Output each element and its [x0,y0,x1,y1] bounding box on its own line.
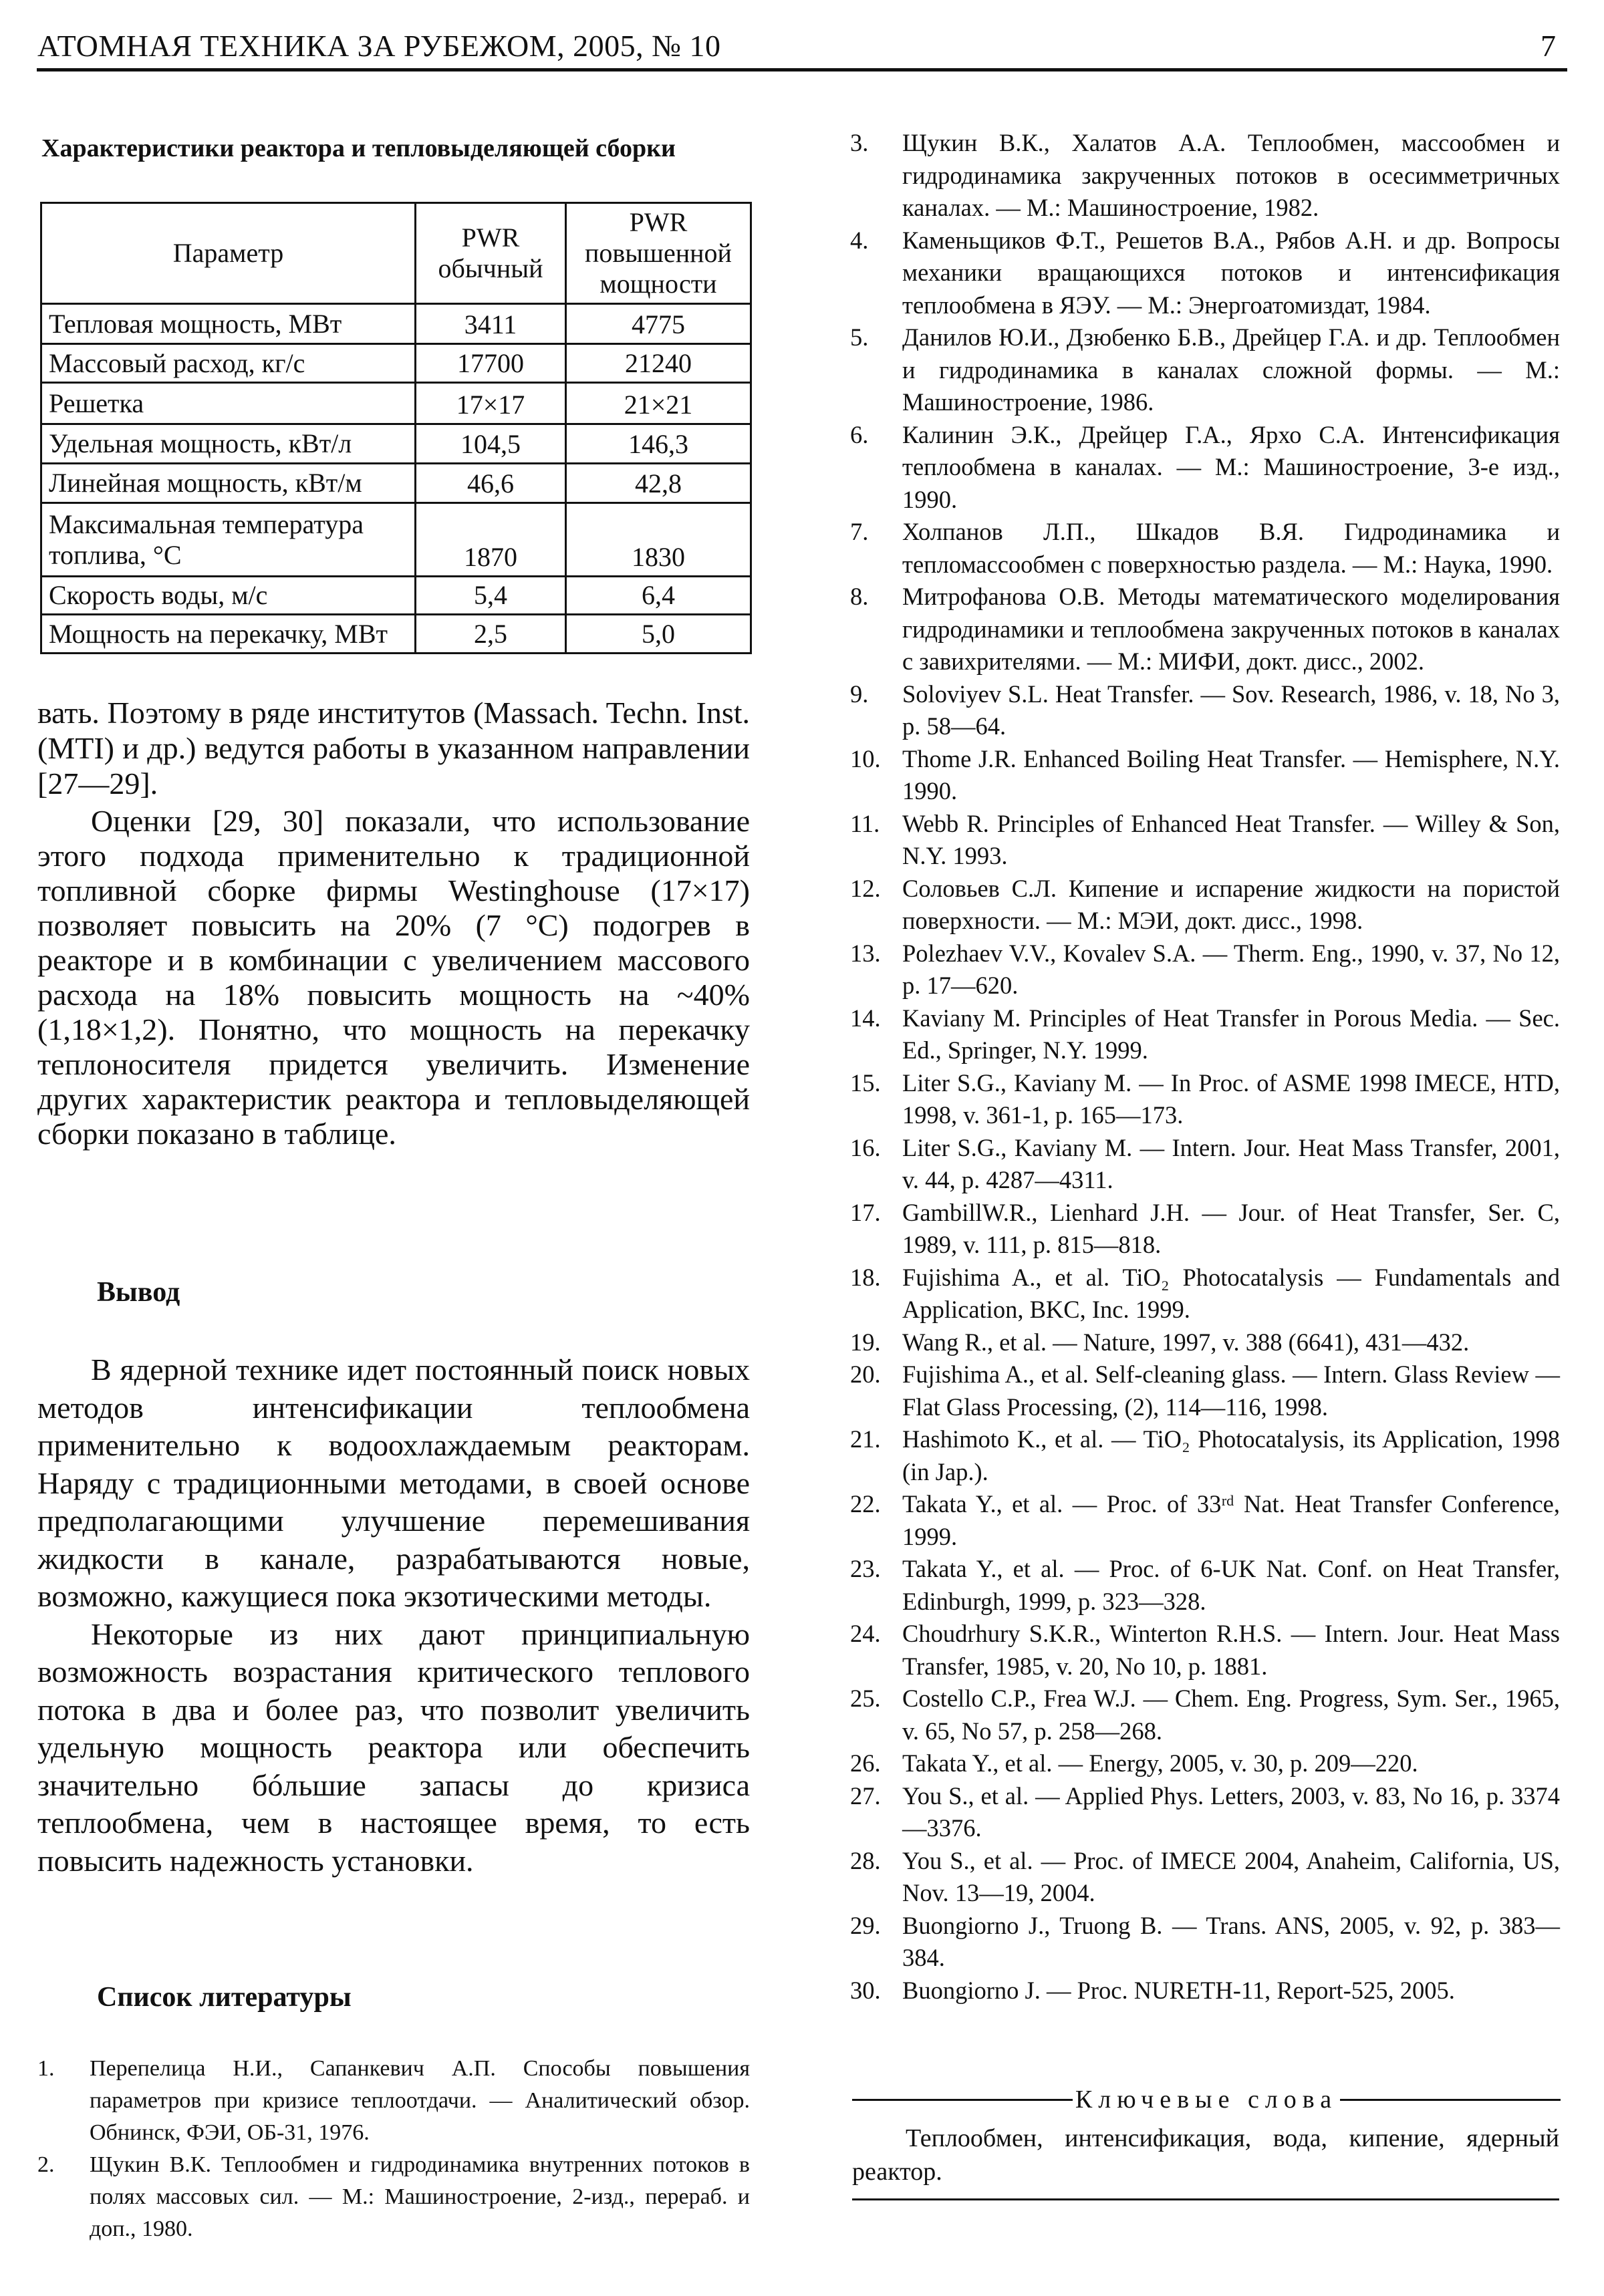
reference-text: Wang R., et al. — Nature, 1997, v. 388 (6641), 431—432. [902,1328,1470,1356]
page-number: 7 [1541,29,1556,63]
table-row [41,383,751,424]
table-row [41,615,751,654]
reference-text: Соловьев С.Л. Кипение и испарение жидкости на пористой поверхности. — М.: МЭИ, докт. дисс., 1998. [902,874,1560,934]
reference-number: 2. [37,2152,55,2177]
reference-number: 30. [850,1976,881,2004]
journal-header: АТОМНАЯ ТЕХНИКА ЗА РУБЕЖОМ, 2005, № 10 [37,29,721,63]
reference-text: You S., et al. — Applied Phys. Letters, 2003, v. 83, No 16, p. 3374—3376. [902,1781,1560,1842]
reference-item [850,808,1560,873]
table-row [41,503,751,577]
reference-text: Buongiorno J. — Proc. NURETH-11, Report-525, 2005. [902,1976,1455,2004]
reference-number: 4. [850,226,869,254]
value-cell: 3411 [416,304,566,344]
reference-item [850,1975,1560,2007]
reference-number: 6. [850,420,869,448]
reference-item [37,2149,750,2245]
reference-text: Takata Y., et al. — Energy, 2005, v. 30, p. 209—220. [902,1749,1418,1777]
table-row [41,424,751,464]
reference-number: 26. [850,1749,881,1777]
reference-text: You S., et al. — Proc. of IMECE 2004, Anaheim, California, US, Nov. 13—19, 2004. [902,1846,1560,1906]
reference-item [850,743,1560,808]
value-cell: 1830 [566,503,751,577]
value-cell: 146,3 [566,424,751,464]
value-cell: 104,5 [416,424,566,464]
reactor-characteristics-table [40,202,752,654]
column-header: PWR повышенной мощности [566,203,751,304]
reference-text: Liter S.G., Kaviany M. — Intern. Jour. Heat Mass Transfer, 2001, v. 44, p. 4287—4311. [902,1133,1560,1193]
table-row [41,577,751,615]
reference-text: Fujishima A., et al. Self-cleaning glass. — Intern. Glass Review — Flat Glass Processing, (2), 114—116, 1998. [902,1360,1560,1421]
value-cell: 21×21 [566,383,751,424]
reference-item [850,938,1560,1002]
value-cell: 2,5 [416,615,566,654]
parameter-cell: Тепловая мощность, МВт [41,304,416,344]
reference-number: 14. [850,1004,881,1032]
reference-item [850,127,1560,225]
parameter-cell: Скорость воды, м/с [41,577,416,615]
references-list-right [850,127,1560,2007]
value-cell: 46,6 [416,464,566,503]
reference-text: Hashimoto K., et al. — TiO₂ Photocatalysis, its Application, 1998 (in Jap.). [902,1425,1560,1485]
reference-number: 27. [850,1781,881,1810]
reference-number: 12. [850,874,881,902]
reference-text: Щукин В.К., Халатов А.А. Теплообмен, массообмен и гидродинамика закрученных потоков в осесимметричных каналах. — М.: Машиностроение, 1982. [902,129,1560,221]
reference-item [850,516,1560,581]
reference-number: 29. [850,1911,881,1939]
reference-item [850,1780,1560,1845]
reference-item [37,2053,750,2149]
reference-item [850,1553,1560,1618]
parameter-cell: Мощность на перекачку, МВт [41,615,416,654]
value-cell: 42,8 [566,464,751,503]
reference-number: 20. [850,1360,881,1388]
parameter-cell: Удельная мощность, кВт/л [41,424,416,464]
parameter-cell: Линейная мощность, кВт/м [41,464,416,503]
reference-text: Takata Y., et al. — Proc. of 33ʳᵈ Nat. Heat Transfer Conference, 1999. [902,1490,1560,1550]
reference-text: GambillW.R., Lienhard J.H. — Jour. of Heat Transfer, Ser. C, 1989, v. 111, p. 815—818. [902,1198,1560,1258]
reference-item [850,1262,1560,1326]
table-row [41,304,751,344]
section-heading-references: Список литературы [97,1982,352,2013]
header-rule [37,68,1567,71]
reference-item [850,1845,1560,1910]
reference-text: Buongiorno J., Truong B. — Trans. ANS, 2005, v. 92, p. 383—384. [902,1911,1560,1971]
reference-number: 3. [850,129,869,156]
reference-number: 22. [850,1490,881,1518]
reference-number: 9. [850,680,869,708]
reference-item [850,225,1560,322]
reference-item [850,1197,1560,1262]
reference-text: Thome J.R. Enhanced Boiling Heat Transfer. — Hemisphere, N.Y. 1990. [902,744,1560,805]
table-title: Характеристики реактора и тепловыделяющей сборки [41,134,676,162]
reference-text: Fujishima A., et al. TiO₂ Photocatalysis — Fundamentals and Application, BKC, Inc. 1999. [902,1263,1560,1323]
reference-item [850,1132,1560,1197]
reference-item [850,419,1560,517]
reference-number: 11. [850,809,880,837]
reference-number: 10. [850,744,881,772]
divider [1340,2099,1561,2101]
reference-text: Щукин В.К. Теплообмен и гидродинамика внутренних потоков в полях массовых сил. — М.: Машиностроение, 2-изд., перераб. и доп., 1980. [90,2152,750,2241]
reference-item [850,1910,1560,1975]
value-cell: 5,0 [566,615,751,654]
reference-item [850,1683,1560,1747]
reference-number: 19. [850,1328,881,1356]
reference-text: Каменьщиков Ф.Т., Решетов В.А., Рябов А.Н. и др. Вопросы механики вращающихся потоков и интенсификация теплообмена в ЯЭУ. — М.: Энергоатомиздат, 1984. [902,226,1560,319]
reference-number: 1. [37,2056,55,2081]
parameter-cell: Максимальная температура топлива, °С [41,503,416,577]
reference-text: Soloviyev S.L. Heat Transfer. — Sov. Research, 1986, v. 18, No 3, p. 58—64. [902,680,1560,740]
body-text-top [37,695,750,1151]
parameter-cell: Решетка [41,383,416,424]
paragraph: Оценки [29, 30] показали, что использование этого подхода применительно к традиционной топливной сборке фирмы Westinghouse (17×17) позволяет повысить на 20% (7 °С) подогрев в реакторе и в комбинации с увеличением массового расхода на 18% повысить мощность на ~40% (1,18×1,2). Понятно, что мощность на перекачку теплоносителя придется увеличить. Изменение других характеристик реактора и тепловыделяющей сборки показано в таблице. [37,804,750,1151]
column-header: Параметр [41,203,416,304]
reference-item [850,1618,1560,1683]
divider [852,2099,1073,2101]
paragraph: вать. Поэтому в ряде институтов (Massach. Techn. Inst. (MTI) и др.) ведутся работы в указанном направлении [27—29]. [37,696,750,801]
value-cell: 6,4 [566,577,751,615]
reference-text: Liter S.G., Kaviany M. — In Proc. of ASME 1998 IMECE, HTD, 1998, v. 361-1, p. 165—173. [902,1068,1560,1129]
reference-number: 15. [850,1068,881,1097]
reference-number: 28. [850,1846,881,1874]
reference-item [850,873,1560,938]
reference-number: 17. [850,1198,881,1226]
reference-text: Митрофанова О.В. Методы математического моделирования гидродинамики и теплообмена закрученных потоков в каналах с завихрителями. — М.: МИФИ, докт. дисс., 2002. [902,583,1560,675]
value-cell: 4775 [566,304,751,344]
table-row [41,464,751,503]
reference-text: Choudrhury S.K.R., Winterton R.H.S. — Intern. Jour. Heat Mass Transfer, 1985, v. 20, No 10, p. 1881. [902,1620,1560,1680]
reference-number: 7. [850,518,869,545]
reference-item [850,678,1560,743]
reference-item [850,1488,1560,1553]
value-cell: 1870 [416,503,566,577]
reference-item [850,321,1560,419]
keywords-text: Теплообмен, интенсификация, вода, кипение, ядерный реактор. [852,2124,1559,2186]
reference-number: 16. [850,1133,881,1161]
column-header: PWR обычный [416,203,566,304]
reference-text: Webb R. Principles of Enhanced Heat Transfer. — Willey & Son, N.Y. 1993. [902,809,1560,869]
value-cell: 5,4 [416,577,566,615]
paragraph: В ядерной технике идет постоянный поиск новых методов интенсификации теплообмена применительно к водоохлаждаемым реакторам. Наряду с традиционными методами, в своей основе предполагающими улучшение перемешивания жидкости в канале, разрабатываются новые, возможно, кажущиеся пока экзотическими методы. [37,1352,750,1613]
reference-text: Costello C.P., Frea W.J. — Chem. Eng. Progress, Sym. Ser., 1965, v. 65, No 57, p. 258—268. [902,1685,1560,1745]
reference-item [850,1326,1560,1359]
reference-item [850,1002,1560,1067]
reference-text: Polezhaev V.V., Kovalev S.A. — Therm. Eng., 1990, v. 37, No 12, p. 17—620. [902,939,1560,999]
reference-item [850,581,1560,678]
reference-item [850,1747,1560,1780]
reference-item [850,1358,1560,1423]
reference-text: Перепелица Н.И., Сапанкевич А.П. Способы повышения параметров при кризисе теплоотдачи. — Аналитический обзор. Обнинск, ФЭИ, ОБ-31, 1976. [90,2056,750,2145]
reference-number: 5. [850,323,869,351]
reference-text: Данилов Ю.И., Дзюбенко Б.В., Дрейцер Г.А. и др. Теплообмен и гидродинамика в каналах сложной формы. — М.: Машиностроение, 1986. [902,323,1560,416]
reference-number: 21. [850,1425,881,1453]
value-cell: 21240 [566,344,751,383]
reference-text: Kaviany M. Principles of Heat Transfer in Porous Media. — Sec. Ed., Springer, N.Y. 1999. [902,1004,1560,1064]
table-row [41,344,751,383]
reference-text: Калинин Э.К., Дрейцер Г.А., Ярхо С.А. Интенсификация теплообмена в каналах. — М.: Машиностроение, 3-е изд., 1990. [902,420,1560,513]
reference-number: 18. [850,1263,881,1291]
value-cell: 17×17 [416,383,566,424]
parameter-cell: Массовый расход, кг/с [41,344,416,383]
conclusion-text [37,1351,750,1880]
reference-text: Холпанов Л.П., Шкадов В.Я. Гидродинамика и тепломассообмен с поверхностью раздела. — М.: Наука, 1990. [902,518,1560,578]
value-cell: 17700 [416,344,566,383]
reference-text: Takata Y., et al. — Proc. of 6-UK Nat. Conf. on Heat Transfer, Edinburgh, 1999, p. 323—328. [902,1555,1560,1615]
keywords-title: Ключевые слова [1075,2086,1338,2114]
divider [852,2198,1559,2200]
reference-number: 24. [850,1620,881,1647]
reference-item [850,1067,1560,1132]
references-list-left [37,2053,750,2245]
paragraph: Некоторые из них дают принципиальную возможность возрастания критического теплового потока в два и более раз, что позволит увеличить удельную мощность реактора или обеспечить значительно бóльшие запасы до кризиса теплообмена, чем в настоящее время, то есть повысить надежность установки. [37,1616,750,1878]
reference-item [850,1423,1560,1488]
reference-number: 25. [850,1685,881,1712]
reference-number: 8. [850,583,869,610]
keywords-heading [852,2085,1561,2114]
reference-number: 13. [850,939,881,967]
table-header-row [41,203,751,304]
section-heading-conclusion: Вывод [97,1277,180,1308]
reference-number: 23. [850,1555,881,1582]
